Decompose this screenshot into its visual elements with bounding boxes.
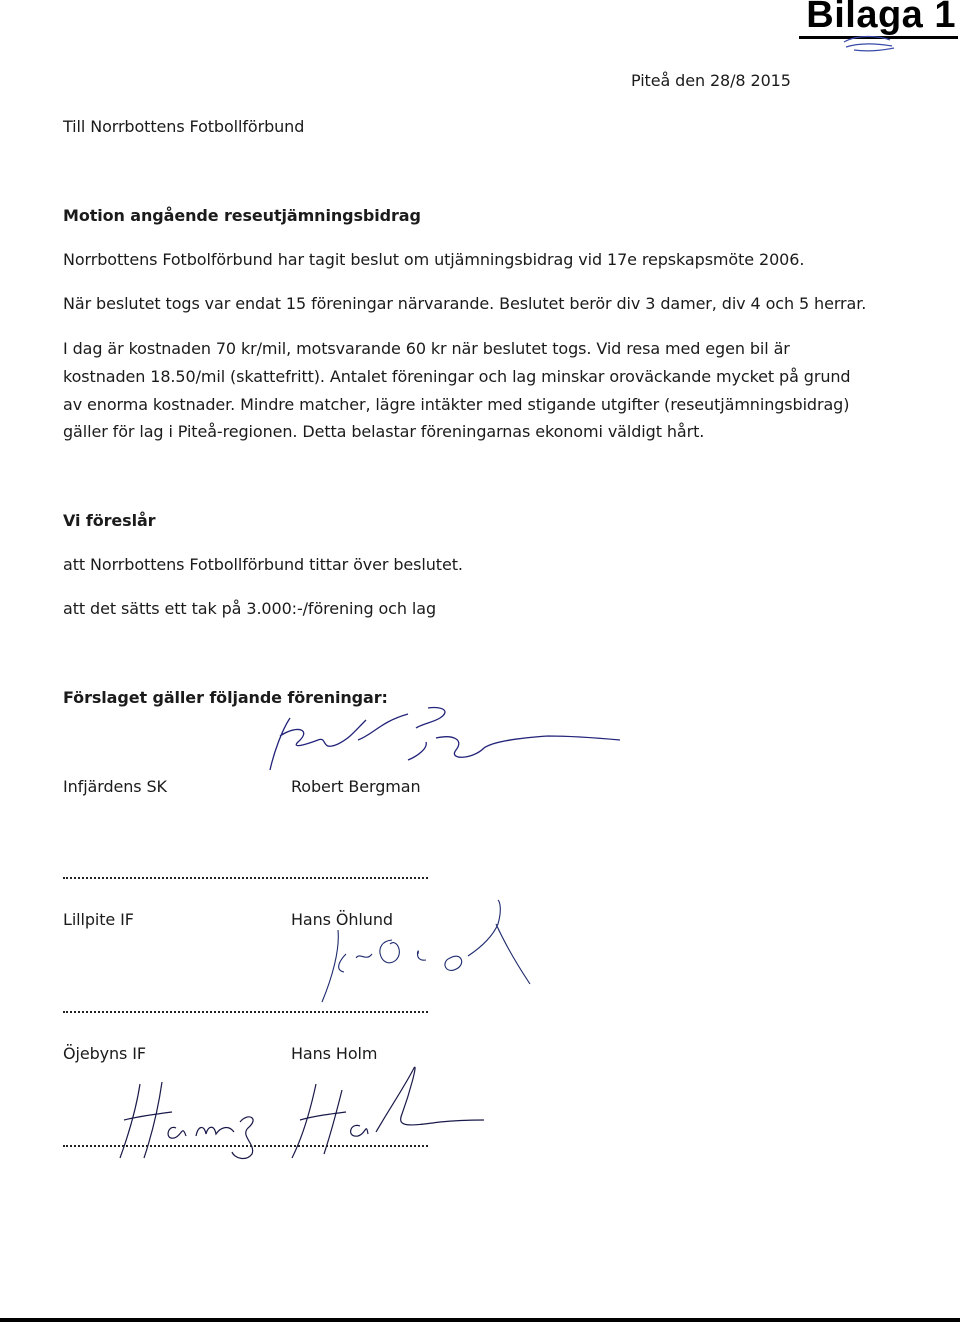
signature-line	[63, 877, 428, 879]
attachment-initials-signature	[840, 30, 900, 54]
page-bottom-border	[0, 1318, 960, 1322]
signature-line	[63, 1145, 428, 1147]
place-date: Piteå den 28/8 2015	[631, 71, 791, 90]
recipient: Till Norrbottens Fotbollförbund	[63, 117, 305, 136]
signature-line	[63, 1011, 428, 1013]
club-representative: Hans Holm	[291, 1044, 378, 1063]
proposal-heading: Vi föreslår	[63, 511, 156, 530]
club-representative: Robert Bergman	[291, 777, 421, 796]
club-name: Infjärdens SK	[63, 777, 167, 796]
attachment-label: Bilaga 1	[806, 0, 956, 36]
club-name: Lillpite IF	[63, 910, 134, 929]
club-name: Öjebyns IF	[63, 1044, 146, 1063]
proposal-item: att Norrbottens Fotbollförbund tittar över beslutet.	[63, 555, 463, 574]
motion-line: Norrbottens Fotbolförbund har tagit beslut om utjämningsbidrag vid 17e repskapsmöte 2006.	[63, 250, 805, 269]
clubs-heading: Förslaget gäller följande föreningar:	[63, 688, 388, 707]
motion-line: När beslutet togs var endat 15 föreningar närvarande. Beslutet berör div 3 damer, div 4 och 5 herrar.	[63, 294, 867, 313]
motion-line: I dag är kostnaden 70 kr/mil, motsvarande 60 kr när beslutet togs. Vid resa med egen bil är	[63, 339, 790, 358]
proposal-item: att det sätts ett tak på 3.000:-/förening och lag	[63, 599, 436, 618]
signature-robert-bergman	[258, 700, 628, 780]
signature-hans-holm	[110, 1062, 490, 1162]
motion-line: kostnaden 18.50/mil (skattefritt). Antalet föreningar och lag minskar oroväckande mycket på grund	[63, 367, 851, 386]
motion-line: gäller för lag i Piteå-regionen. Detta belastar föreningarnas ekonomi väldigt hårt.	[63, 422, 705, 441]
signature-hans-ohlund	[300, 900, 540, 1010]
motion-line: av enorma kostnader. Mindre matcher, lägre intäkter med stigande utgifter (reseutjämningsbidrag)	[63, 395, 850, 414]
club-representative: Hans Öhlund	[291, 910, 393, 929]
motion-title: Motion angående reseutjämningsbidrag	[63, 206, 421, 225]
